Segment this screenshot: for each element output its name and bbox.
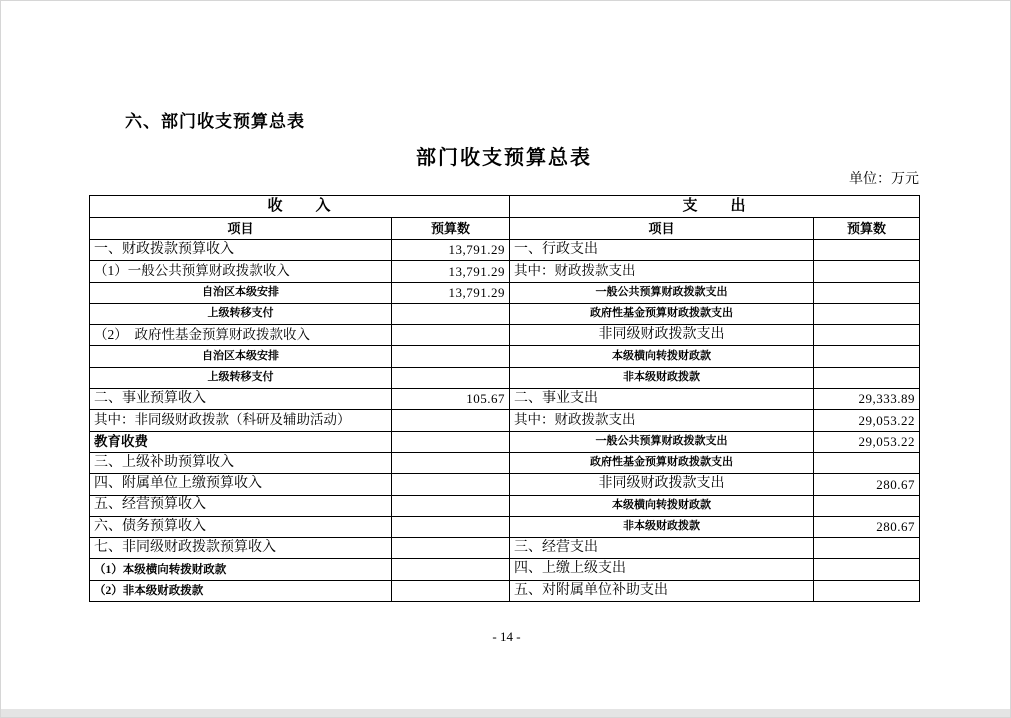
revenue-budget-cell — [392, 516, 510, 537]
revenue-item-cell: 六、债务预算收入 — [90, 516, 392, 537]
revenue-item-cell: 自治区本级安排 — [90, 282, 392, 303]
table-row — [90, 389, 920, 410]
table-row — [90, 282, 920, 303]
table-row — [90, 452, 920, 473]
table-row — [90, 538, 920, 559]
expenditure-item-cell: 四、上缴上级支出 — [510, 559, 814, 580]
expenditure-item-cell: 非本级财政拨款 — [510, 516, 814, 537]
expenditure-budget-cell: 280.67 — [814, 474, 920, 495]
revenue-budget-cell — [392, 580, 510, 601]
table-row — [90, 559, 920, 580]
expenditure-item-column-header: 项目 — [510, 218, 814, 240]
expenditure-item-cell: 政府性基金预算财政拨款支出 — [510, 303, 814, 324]
expenditure-budget-cell: 29,333.89 — [814, 389, 920, 410]
expenditure-budget-cell: 29,053.22 — [814, 410, 920, 431]
revenue-budget-cell — [392, 559, 510, 580]
section-heading: 六、部门收支预算总表 — [125, 112, 305, 131]
revenue-budget-cell — [392, 431, 510, 452]
expenditure-budget-cell — [814, 559, 920, 580]
expenditure-item-cell: 非本级财政拨款 — [510, 367, 814, 388]
revenue-item-cell: 其中：非同级财政拨款（科研及辅助活动） — [90, 410, 392, 431]
expenditure-item-cell: 其中：财政拨款支出 — [510, 261, 814, 282]
revenue-budget-cell — [392, 303, 510, 324]
table-row — [90, 346, 920, 367]
expenditure-item-cell: 五、对附属单位补助支出 — [510, 580, 814, 601]
expenditure-budget-cell — [814, 580, 920, 601]
expenditure-budget-cell — [814, 367, 920, 388]
expenditure-item-cell: 二、事业支出 — [510, 389, 814, 410]
revenue-budget-cell — [392, 346, 510, 367]
page-title: 部门收支预算总表 — [416, 147, 592, 169]
revenue-item-cell: 七、非同级财政拨款预算收入 — [90, 538, 392, 559]
revenue-budget-cell — [392, 367, 510, 388]
table-row — [90, 474, 920, 495]
expenditure-budget-cell — [814, 240, 920, 261]
revenue-item-cell: 五、经营预算收入 — [90, 495, 392, 516]
expenditure-budget-cell — [814, 303, 920, 324]
revenue-budget-cell — [392, 495, 510, 516]
revenue-budget-cell: 105.67 — [392, 389, 510, 410]
page-bottom-edge — [1, 709, 1010, 717]
revenue-item-cell: （1）本级横向转拨财政款 — [90, 559, 392, 580]
revenue-item-cell: 上级转移支付 — [90, 303, 392, 324]
budget-summary-table — [89, 195, 920, 602]
revenue-budget-cell — [392, 410, 510, 431]
table-row — [90, 580, 920, 601]
table-row — [90, 261, 920, 282]
table-row — [90, 303, 920, 324]
table-row — [90, 240, 920, 261]
expenditure-budget-cell — [814, 261, 920, 282]
revenue-item-cell: （1）一般公共预算财政拨款收入 — [90, 261, 392, 282]
revenue-item-cell: 四、附属单位上缴预算收入 — [90, 474, 392, 495]
revenue-item-cell: 上级转移支付 — [90, 367, 392, 388]
table-body — [90, 240, 920, 602]
expenditure-item-cell: 三、经营支出 — [510, 538, 814, 559]
expenditure-budget-cell: 280.67 — [814, 516, 920, 537]
table-row — [90, 516, 920, 537]
revenue-budget-cell — [392, 538, 510, 559]
revenue-budget-cell: 13,791.29 — [392, 261, 510, 282]
revenue-budget-cell — [392, 452, 510, 473]
revenue-budget-column-header: 预算数 — [392, 218, 510, 240]
expenditure-budget-cell — [814, 346, 920, 367]
expenditure-item-cell: 一般公共预算财政拨款支出 — [510, 431, 814, 452]
table-row — [90, 431, 920, 452]
revenue-item-cell: 二、事业预算收入 — [90, 389, 392, 410]
revenue-budget-cell — [392, 325, 510, 346]
expenditure-budget-cell — [814, 452, 920, 473]
expenditure-item-cell: 本级横向转拨财政款 — [510, 495, 814, 516]
expenditure-item-cell: 一般公共预算财政拨款支出 — [510, 282, 814, 303]
expenditure-budget-cell: 29,053.22 — [814, 431, 920, 452]
expenditure-budget-cell — [814, 538, 920, 559]
revenue-item-cell: 三、上级补助预算收入 — [90, 452, 392, 473]
expenditure-budget-cell — [814, 325, 920, 346]
expenditure-item-cell: 其中：财政拨款支出 — [510, 410, 814, 431]
expenditure-budget-column-header: 预算数 — [814, 218, 920, 240]
expenditure-budget-cell — [814, 282, 920, 303]
revenue-budget-cell: 13,791.29 — [392, 240, 510, 261]
expenditure-item-cell: 非同级财政拨款支出 — [510, 474, 814, 495]
revenue-item-cell: （2） 政府性基金预算财政拨款收入 — [90, 325, 392, 346]
table-row — [90, 495, 920, 516]
page-number: - 14 - — [492, 629, 521, 644]
revenue-item-cell: 一、财政拨款预算收入 — [90, 240, 392, 261]
table-row — [90, 367, 920, 388]
revenue-budget-cell — [392, 474, 510, 495]
expenditure-section-header: 支 出 — [510, 196, 920, 218]
revenue-item-column-header: 项目 — [90, 218, 392, 240]
revenue-section-header: 收 入 — [90, 196, 510, 218]
expenditure-item-cell: 本级横向转拨财政款 — [510, 346, 814, 367]
expenditure-item-cell: 一、行政支出 — [510, 240, 814, 261]
revenue-item-cell: 教育收费 — [90, 431, 392, 452]
expenditure-item-cell: 非同级财政拨款支出 — [510, 325, 814, 346]
revenue-item-cell: （2）非本级财政拨款 — [90, 580, 392, 601]
table-row — [90, 410, 920, 431]
unit-label: 单位：万元 — [849, 172, 919, 187]
table-row — [90, 325, 920, 346]
revenue-item-cell: 自治区本级安排 — [90, 346, 392, 367]
revenue-budget-cell: 13,791.29 — [392, 282, 510, 303]
table-section-header-row — [90, 196, 920, 218]
expenditure-item-cell: 政府性基金预算财政拨款支出 — [510, 452, 814, 473]
table-column-header-row — [90, 218, 920, 240]
expenditure-budget-cell — [814, 495, 920, 516]
